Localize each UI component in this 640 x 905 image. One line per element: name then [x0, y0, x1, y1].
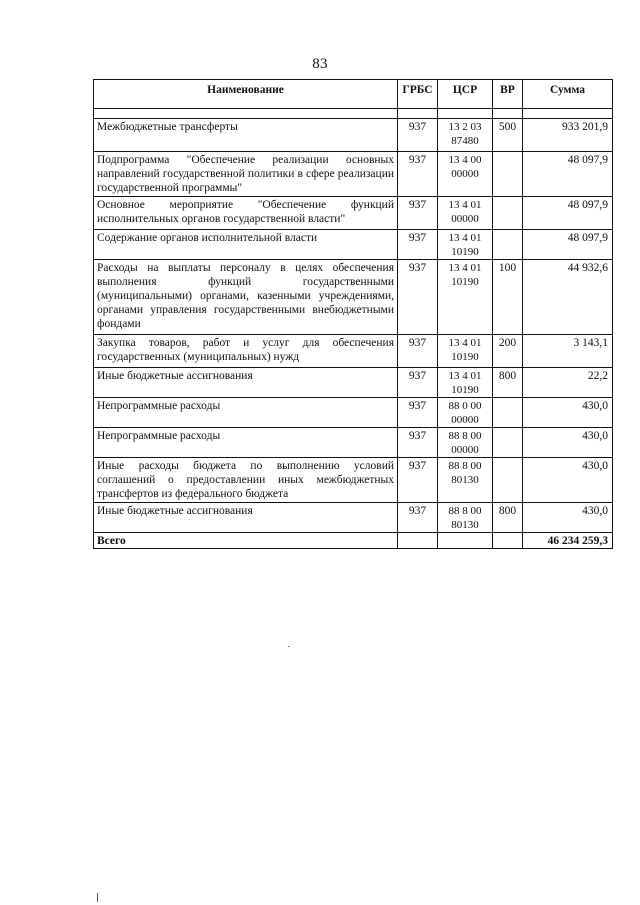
row-csr-cell: 13 4 01 10190 — [438, 335, 493, 368]
row-name-cell: Основное мероприятие "Обеспечение функций исполнительных органов государственной власти" — [94, 197, 398, 230]
row-vr-cell — [493, 458, 523, 503]
row-sum-cell: 430,0 — [523, 503, 613, 533]
row-name-cell: Содержание органов исполнительной власти — [94, 230, 398, 260]
row-vr-cell — [493, 230, 523, 260]
table-row — [94, 368, 613, 398]
row-vr-cell: 100 — [493, 260, 523, 335]
row-csr-cell: 13 4 01 00000 — [438, 197, 493, 230]
row-vr-cell — [493, 152, 523, 197]
row-csr-cell: 13 4 01 10190 — [438, 230, 493, 260]
row-grbs-cell: 937 — [398, 428, 438, 458]
row-csr-cell: 88 8 00 80130 — [438, 458, 493, 503]
row-csr-cell: 88 8 00 00000 — [438, 428, 493, 458]
row-sum-cell: 48 097,9 — [523, 230, 613, 260]
scan-artifact — [288, 646, 290, 647]
row-vr-cell — [493, 197, 523, 230]
page-number: 83 — [312, 56, 328, 72]
table-row — [94, 458, 613, 503]
header-sum: Сумма — [523, 80, 613, 109]
total-label: Всего — [94, 533, 398, 549]
row-name-cell: Межбюджетные трансферты — [94, 119, 398, 152]
row-vr-cell: 200 — [493, 335, 523, 368]
scan-artifact — [97, 893, 98, 902]
spacer-row — [94, 109, 613, 119]
row-grbs-cell: 937 — [398, 398, 438, 428]
table-row — [94, 260, 613, 335]
row-sum-cell: 48 097,9 — [523, 152, 613, 197]
row-grbs-cell: 937 — [398, 152, 438, 197]
table-row — [94, 230, 613, 260]
row-csr-cell: 13 4 01 10190 — [438, 368, 493, 398]
row-sum-cell: 44 932,6 — [523, 260, 613, 335]
row-grbs-cell: 937 — [398, 197, 438, 230]
total-sum: 46 234 259,3 — [523, 533, 613, 549]
header-name: Наименование — [94, 80, 398, 109]
row-sum-cell: 933 201,9 — [523, 119, 613, 152]
row-sum-cell: 430,0 — [523, 428, 613, 458]
row-csr-cell: 88 0 00 00000 — [438, 398, 493, 428]
table-row — [94, 398, 613, 428]
budget-table — [93, 79, 613, 549]
table-header-row — [94, 80, 613, 109]
row-csr-cell: 13 4 01 10190 — [438, 260, 493, 335]
row-sum-cell: 430,0 — [523, 398, 613, 428]
row-name-cell: Иные бюджетные ассигнования — [94, 503, 398, 533]
row-name-cell: Непрограммные расходы — [94, 428, 398, 458]
row-sum-cell: 430,0 — [523, 458, 613, 503]
row-vr-cell: 800 — [493, 503, 523, 533]
header-grbs: ГРБС — [398, 80, 438, 109]
row-grbs-cell: 937 — [398, 260, 438, 335]
total-row — [94, 533, 613, 549]
table-row — [94, 335, 613, 368]
row-vr-cell: 800 — [493, 368, 523, 398]
row-grbs-cell: 937 — [398, 368, 438, 398]
row-csr-cell: 13 2 03 87480 — [438, 119, 493, 152]
row-sum-cell: 3 143,1 — [523, 335, 613, 368]
row-grbs-cell: 937 — [398, 503, 438, 533]
row-vr-cell — [493, 398, 523, 428]
table-row — [94, 503, 613, 533]
row-name-cell: Непрограммные расходы — [94, 398, 398, 428]
row-name-cell: Расходы на выплаты персоналу в целях обеспечения выполнения функций государственными (муниципальными) органами, казенными учреждениями, органами управления государственными внебюджетными фондами — [94, 260, 398, 335]
table-row — [94, 152, 613, 197]
row-vr-cell: 500 — [493, 119, 523, 152]
row-name-cell: Иные расходы бюджета по выполнению условий соглашений о предоставлении иных межбюджетных трансфертов из федерального бюджета — [94, 458, 398, 503]
table-row — [94, 197, 613, 230]
table-row — [94, 428, 613, 458]
row-csr-cell: 13 4 00 00000 — [438, 152, 493, 197]
row-sum-cell: 22,2 — [523, 368, 613, 398]
row-grbs-cell: 937 — [398, 230, 438, 260]
row-grbs-cell: 937 — [398, 119, 438, 152]
row-name-cell: Иные бюджетные ассигнования — [94, 368, 398, 398]
row-name-cell: Закупка товаров, работ и услуг для обеспечения государственных (муниципальных) нужд — [94, 335, 398, 368]
row-vr-cell — [493, 428, 523, 458]
row-grbs-cell: 937 — [398, 458, 438, 503]
row-sum-cell: 48 097,9 — [523, 197, 613, 230]
row-csr-cell: 88 8 00 80130 — [438, 503, 493, 533]
header-csr: ЦСР — [438, 80, 493, 109]
table-row — [94, 119, 613, 152]
row-name-cell: Подпрограмма "Обеспечение реализации основных направлений государственной политики в сфере реализации государственной программы" — [94, 152, 398, 197]
table-body — [94, 109, 613, 533]
row-grbs-cell: 937 — [398, 335, 438, 368]
header-vr: ВР — [493, 80, 523, 109]
